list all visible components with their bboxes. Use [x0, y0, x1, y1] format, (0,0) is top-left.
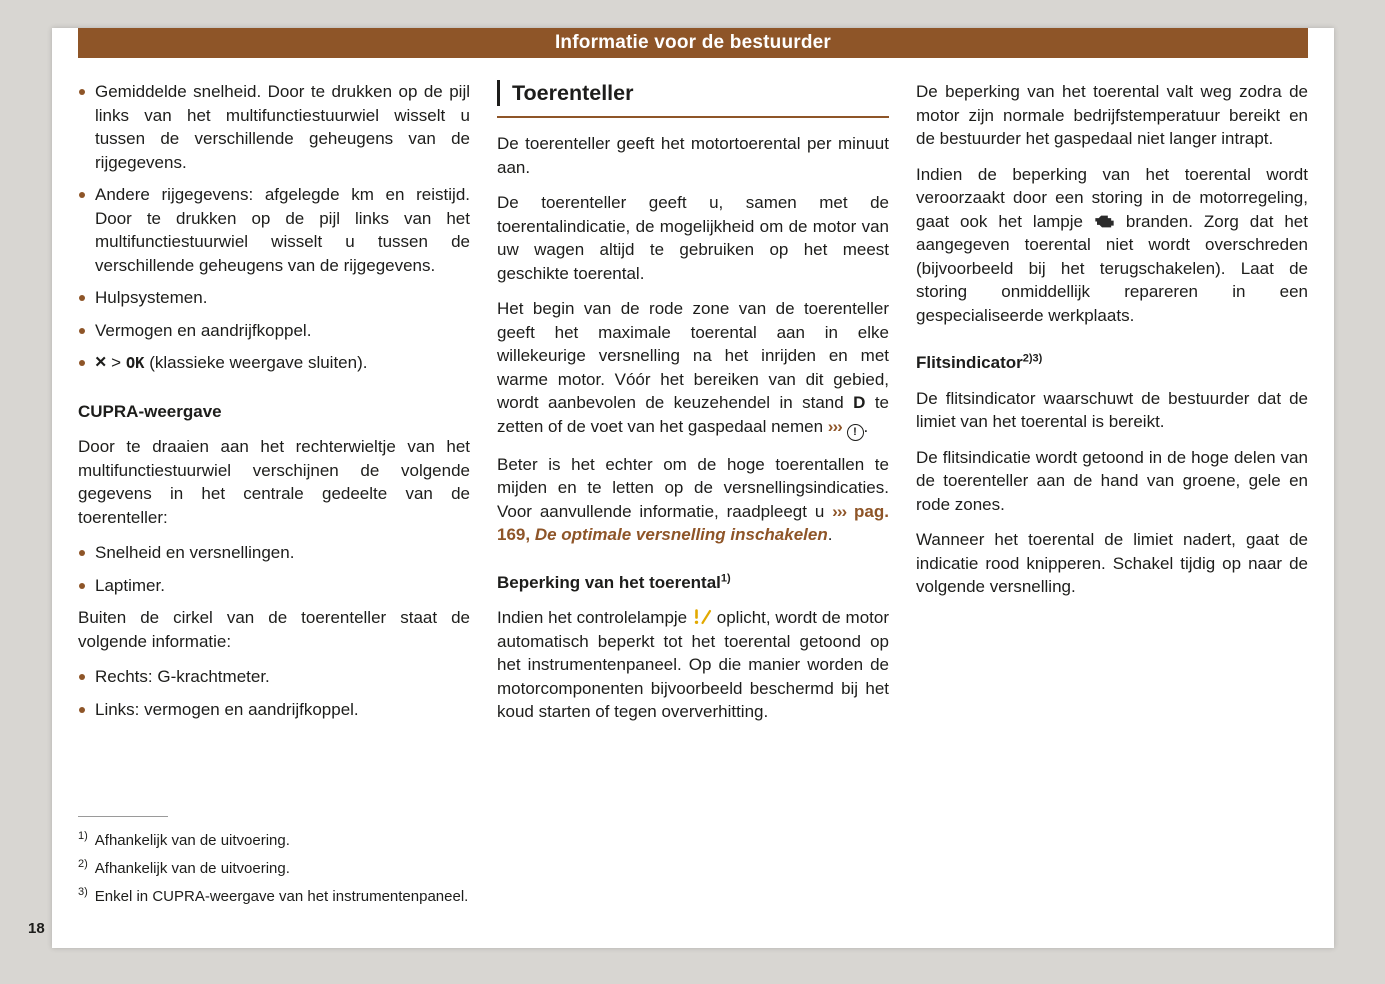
footnote [78, 887, 468, 907]
column-right [916, 80, 1308, 736]
text: te zetten of de voet van het gaspedaal nemen [497, 393, 889, 436]
text: . [863, 416, 869, 436]
section-title: Toerenteller [497, 80, 889, 106]
text: . [827, 525, 833, 544]
list-item: Snelheid en versnellingen. [78, 541, 470, 565]
ok-button-label: OK [125, 354, 145, 372]
footnote-text: Afhankelijk van de uitvoering. [94, 832, 290, 849]
close-x-icon: × [95, 351, 107, 373]
paragraph: De toerenteller geeft u, samen met de toerentalindicatie, de mogelijkheid om de motor van uw wagen altijd te gebruiken op het meest geschikte toerental. [497, 193, 889, 283]
text: Indien het controlelampje [497, 608, 692, 627]
column-middle [497, 80, 889, 736]
caution-circle-icon [847, 424, 864, 441]
column-left [78, 80, 470, 736]
manual-page [52, 28, 1334, 948]
page-header-title: Informatie voor de bestuurder [78, 28, 1308, 58]
close-view-text: (klassieke weergave sluiten). [149, 353, 368, 372]
paragraph: Wanneer het toerental de limiet nadert, gaat de indicatie rood knipperen. Schakel tijdig op naar de volgende versnelling. [916, 530, 1308, 596]
footnote-number: 3) [78, 886, 88, 898]
footnote-marker: 2)3) [1022, 352, 1043, 365]
footnote-number: 1) [78, 830, 88, 842]
paragraph: Door te draaien aan het rechterwieltje van het multifunctiestuurwiel verschijnen de volgende gegevens in het centrale gedeelte van de toerenteller: [78, 437, 470, 527]
footnote [78, 859, 468, 879]
list-item-close-view [78, 351, 470, 376]
heading-beperking-toerental [497, 571, 889, 595]
paragraph: De flitsindicator waarschuwt de bestuurder dat de limiet van het toerental is bereikt. [916, 388, 1308, 431]
heading-text: Flitsindicator [916, 353, 1023, 372]
heading-flitsindicator [916, 351, 1308, 375]
footnote-number: 2) [78, 858, 88, 870]
cross-reference-chevrons-icon: ››› [832, 501, 847, 521]
paragraph-with-reference [497, 453, 889, 547]
list-item: Hulpsystemen. [78, 286, 470, 310]
text: Beter is het echter om de hoge toerentallen te mijden en te letten op de versnellingsindicaties. Voor aanvullende informatie, raadpleegt u [497, 454, 889, 521]
separator-gt: > [111, 353, 122, 372]
referenced-chapter-title: De optimale versnelling inschakelen [534, 525, 828, 544]
heading-cupra-weergave: CUPRA-weergave [78, 401, 222, 421]
section-title-block [497, 80, 889, 118]
list-item: Gemiddelde snelheid. Door te drukken op de pijl links van het multifunctiestuurwiel wisselt u tussen de verschillende geheugens van de rijgegevens. [78, 80, 470, 174]
paragraph-with-engine-lamp [916, 163, 1308, 328]
page-number: 18 [28, 920, 45, 937]
heading-text: Beperking van het toerental [497, 572, 721, 592]
list-item: Andere rijgegevens: afgelegde km en reistijd. Door te drukken op de pijl links van het multifunctiestuurwiel wisselt u tussen de verschillende geheugens van de rijgegevens. [78, 183, 470, 277]
engine-warning-icon [1094, 212, 1115, 231]
paragraph: De flitsindicatie wordt getoond in de hoge delen van de toerenteller aan de hand van groene, gele en rode zones. [916, 447, 1308, 514]
text: Indien de beperking van het toerental wordt veroorzaakt door een storing in de motorregeling, gaat ook het lampje [916, 164, 1308, 231]
list-item: Rechts: G-krachtmeter. [78, 665, 470, 689]
caution-glyph: ! [853, 425, 857, 438]
list-item: Vermogen en aandrijfkoppel. [78, 319, 470, 343]
outside-circle-list [78, 665, 470, 721]
text: oplicht, wordt de motor automatisch beperkt tot het toerental getoond op het instrumentenpaneel. Op die manier worden de motorcomponenten bijvoorbeeld beschermd bij het koud starten of tegen oververhitting. [497, 608, 889, 721]
paragraph: De toerenteller geeft het motortoerental per minuut aan. [497, 134, 889, 177]
list-item: Links: vermogen en aandrijfkoppel. [78, 698, 470, 722]
footnotes-block [78, 816, 468, 915]
driver-info-list [78, 80, 470, 376]
footnote-text: Afhankelijk van de uitvoering. [94, 860, 290, 877]
text: branden. Zorg dat het aangegeven toerental niet wordt overschreden (bijvoorbeeld bij het terugschakelen). Laat de storing onmiddellijk repareren in een gespecialiseerde werkplaats. [916, 211, 1308, 325]
text: Het begin van de rode zone van de toerenteller geeft het maximale toerental aan in elke willekeurige versnelling na het inrijden en met warme motor. Vóór het bereiken van dit gebied, wordt aanbevolen de keuzehendel in stand [497, 299, 889, 412]
page-reference: pag. 169, [497, 501, 889, 544]
footnote-marker: 1) [720, 571, 731, 584]
list-item: Laptimer. [78, 574, 470, 598]
footnote-divider [78, 816, 168, 817]
footnote-text: Enkel in CUPRA-weergave van het instrumentenpaneel. [94, 888, 469, 905]
gear-position-d: D [853, 393, 866, 412]
footnote [78, 831, 468, 851]
paragraph-with-warning-lamp [497, 606, 889, 724]
cupra-view-list [78, 541, 470, 597]
paragraph: Buiten de cirkel van de toerenteller staat de volgende informatie: [78, 608, 470, 651]
page-content [52, 58, 1334, 736]
paragraph: De beperking van het toerental valt weg zodra de motor zijn normale bedrijfstemperatuur bereikt en de bestuurder het gaspedaal niet langer intrapt. [916, 82, 1308, 148]
cross-reference-chevrons-icon: ››› [827, 416, 842, 436]
paragraph-with-reference [497, 297, 889, 441]
rev-limit-warning-icon [692, 608, 712, 627]
